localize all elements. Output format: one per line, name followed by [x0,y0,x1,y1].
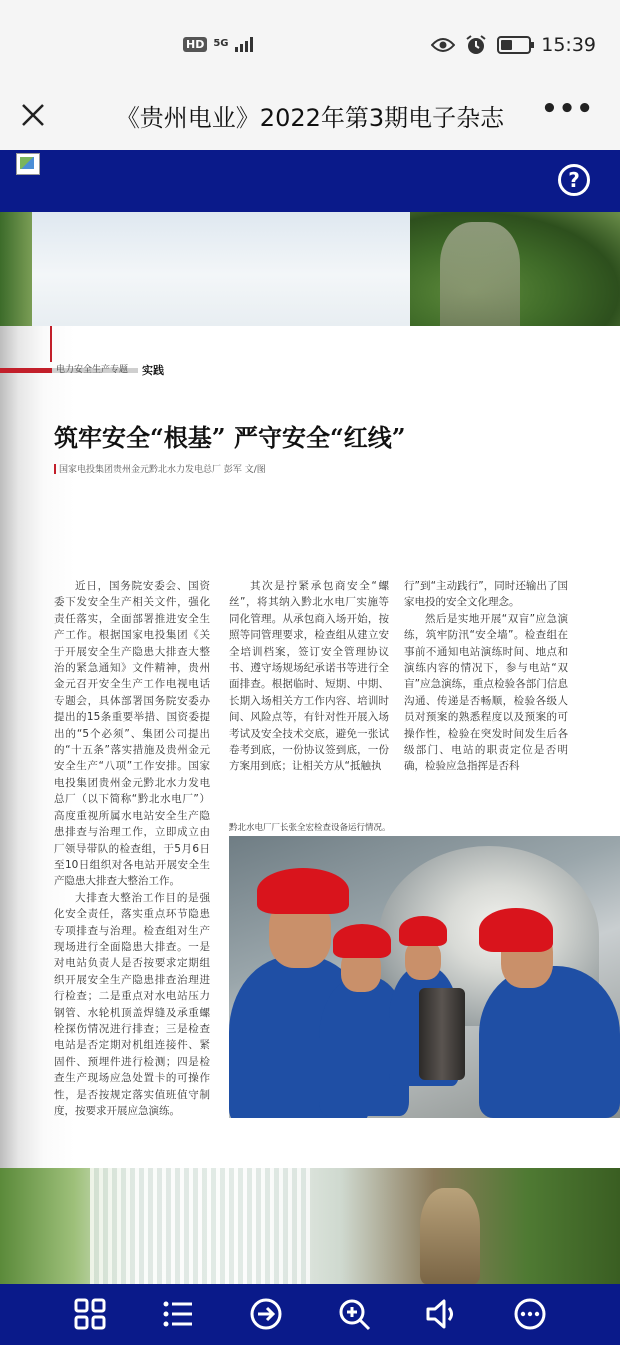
worker-helmet [479,908,553,952]
grid-view-button[interactable] [72,1296,108,1332]
more-circle-icon [512,1296,548,1332]
jump-button[interactable] [248,1296,284,1332]
bottom-toolbar [0,1284,620,1345]
magazine-paper [0,326,620,1168]
article-title: 筑牢安全“根基” 严守安全“红线” [54,423,406,452]
article-column-1 [54,578,210,1119]
worker [479,966,620,1118]
paragraph: 近日，国务院安委会、国资委下发安全生产相关文件，强化责任落实，全面部署推进安全生产工作。根据国家电投集团《关于开展安全生产隐患大排查大整治的紧急通知》文件精神，贵州金元召开安全生产工作电视电话专题会，具体部署国务院安委办提出的15条重要举措、国资委提出的“5个必须”、集团公司提出的“十五条”落实措施及贵州金元安全生产“八项”工作安排。国家电投集团贵州金元黔北水力发电总厂（以下简称“黔北水电厂”）高度重视所属水电站安全生产隐患排查与治理工作，立即成立由厂领导带队的检查组，于5月6日至10日组织对各电站开展安全生产隐患大排查大整治工作。 [54,580,210,888]
bottom-scenery-image [0,1168,620,1284]
trees-left [0,212,32,326]
sound-button[interactable] [424,1296,460,1332]
zoom-in-icon [336,1296,372,1332]
more-button[interactable] [541,94,594,124]
hd-badge: HD [183,37,207,52]
status-bar [0,0,620,88]
article-column-3 [404,578,568,775]
broken-image-icon [16,153,40,175]
sound-icon [424,1296,460,1332]
section-tag: 电力安全生产专题 [56,365,129,375]
jump-icon [248,1296,284,1332]
more-icon: ••• [541,94,594,124]
page-title: 《贵州电业》2022年第3期电子杂志 [115,104,505,132]
section-name: 实践 [142,364,164,377]
close-button[interactable] [18,100,48,130]
worker-helmet [399,916,447,946]
worker-helmet [257,868,349,914]
viewer-header [0,150,620,212]
signal-icon [235,36,253,52]
byline-marker [54,464,56,474]
list-icon [160,1296,196,1332]
list-view-button[interactable] [160,1296,196,1332]
worker-helmet [333,924,391,958]
cliff [440,222,520,326]
battery-icon [497,36,531,54]
paragraph: 其次是拧紧承包商安全“螺丝”，将其纳入黔北水电厂实施等同化管理。从承包商入场开始，按照等同管理要求，检查组从建立安全培训档案，签订安全管理协议书、遵守场规场纪承诺书等进行全面排查。根据临时、短期、中期、长期入场相关方工作内容、培训时间、风险点等，有针对性开展入场考试及安全技术交底，避免一张试卷考到底，一份协议签到底，一份方案用到底；让相关方从“抵触执 [229,580,389,773]
equipment [419,988,465,1080]
grid-icon [72,1296,108,1332]
zoom-in-button[interactable] [336,1296,372,1332]
waterfall [90,1168,310,1284]
photo-caption: 黔北水电厂厂长张全宏检查设备运行情况。 [229,823,391,833]
section-divider [50,326,52,362]
status-left [183,36,253,52]
paragraph: 然后是实地开展“双盲”应急演练，筑牢防汛“安全墙”。检查组在事前不通知电站演练时间、地点和演练内容的情况下，参与电站“双盲”应急演练，重点检验各部门信息沟通、传递是否畅顺，检验各级人员对预案的熟悉程度以及预案的可操作性，检验在突发时间发生后各级部门、电站的职责定位是否明确，检验应急指挥是否科 [404,612,568,773]
paragraph: 大排查大整治工作目的是强化安全责任，落实重点环节隐患专项排查与治理。检查组对生产现场进行全面隐患大排查。一是对电站负责人是否按要求定期组织开展安全生产隐患排查治理进行检查；二是重点对水电站压力钢管、水轮机顶盖焊缝及承重螺栓探伤情况进行排查；三是检查电站是否定期对机组连接件、紧固件、预埋件进行检测；四是检查生产现场应急处置卡的可操作性，是否按规定落实值班值守制度，按要求开展应急演练。 [54,891,210,1117]
paragraph: 行”到“主动践行”，同时还输出了国家电投的安全文化理念。 [404,580,568,609]
help-button[interactable] [558,164,590,196]
battery-fill [501,40,511,50]
worker-face [405,940,441,980]
more-options-button[interactable] [512,1296,548,1332]
help-icon: ? [568,168,580,192]
eye-icon [431,37,455,53]
article-photo [229,836,620,1118]
byline: 国家电投集团贵州金元黔北水力发电总厂 彭军 文/图 [59,465,266,475]
status-right [431,34,596,56]
section-red-strip [0,368,52,373]
network-type: 5G [213,38,229,49]
status-time: 15:39 [541,34,596,56]
close-icon [18,100,48,130]
alarm-icon [465,34,487,56]
rock [420,1188,480,1284]
magazine-page[interactable] [0,212,620,1284]
article-column-2 [229,578,389,775]
title-bar [0,88,620,150]
top-scenery-image [0,212,620,326]
